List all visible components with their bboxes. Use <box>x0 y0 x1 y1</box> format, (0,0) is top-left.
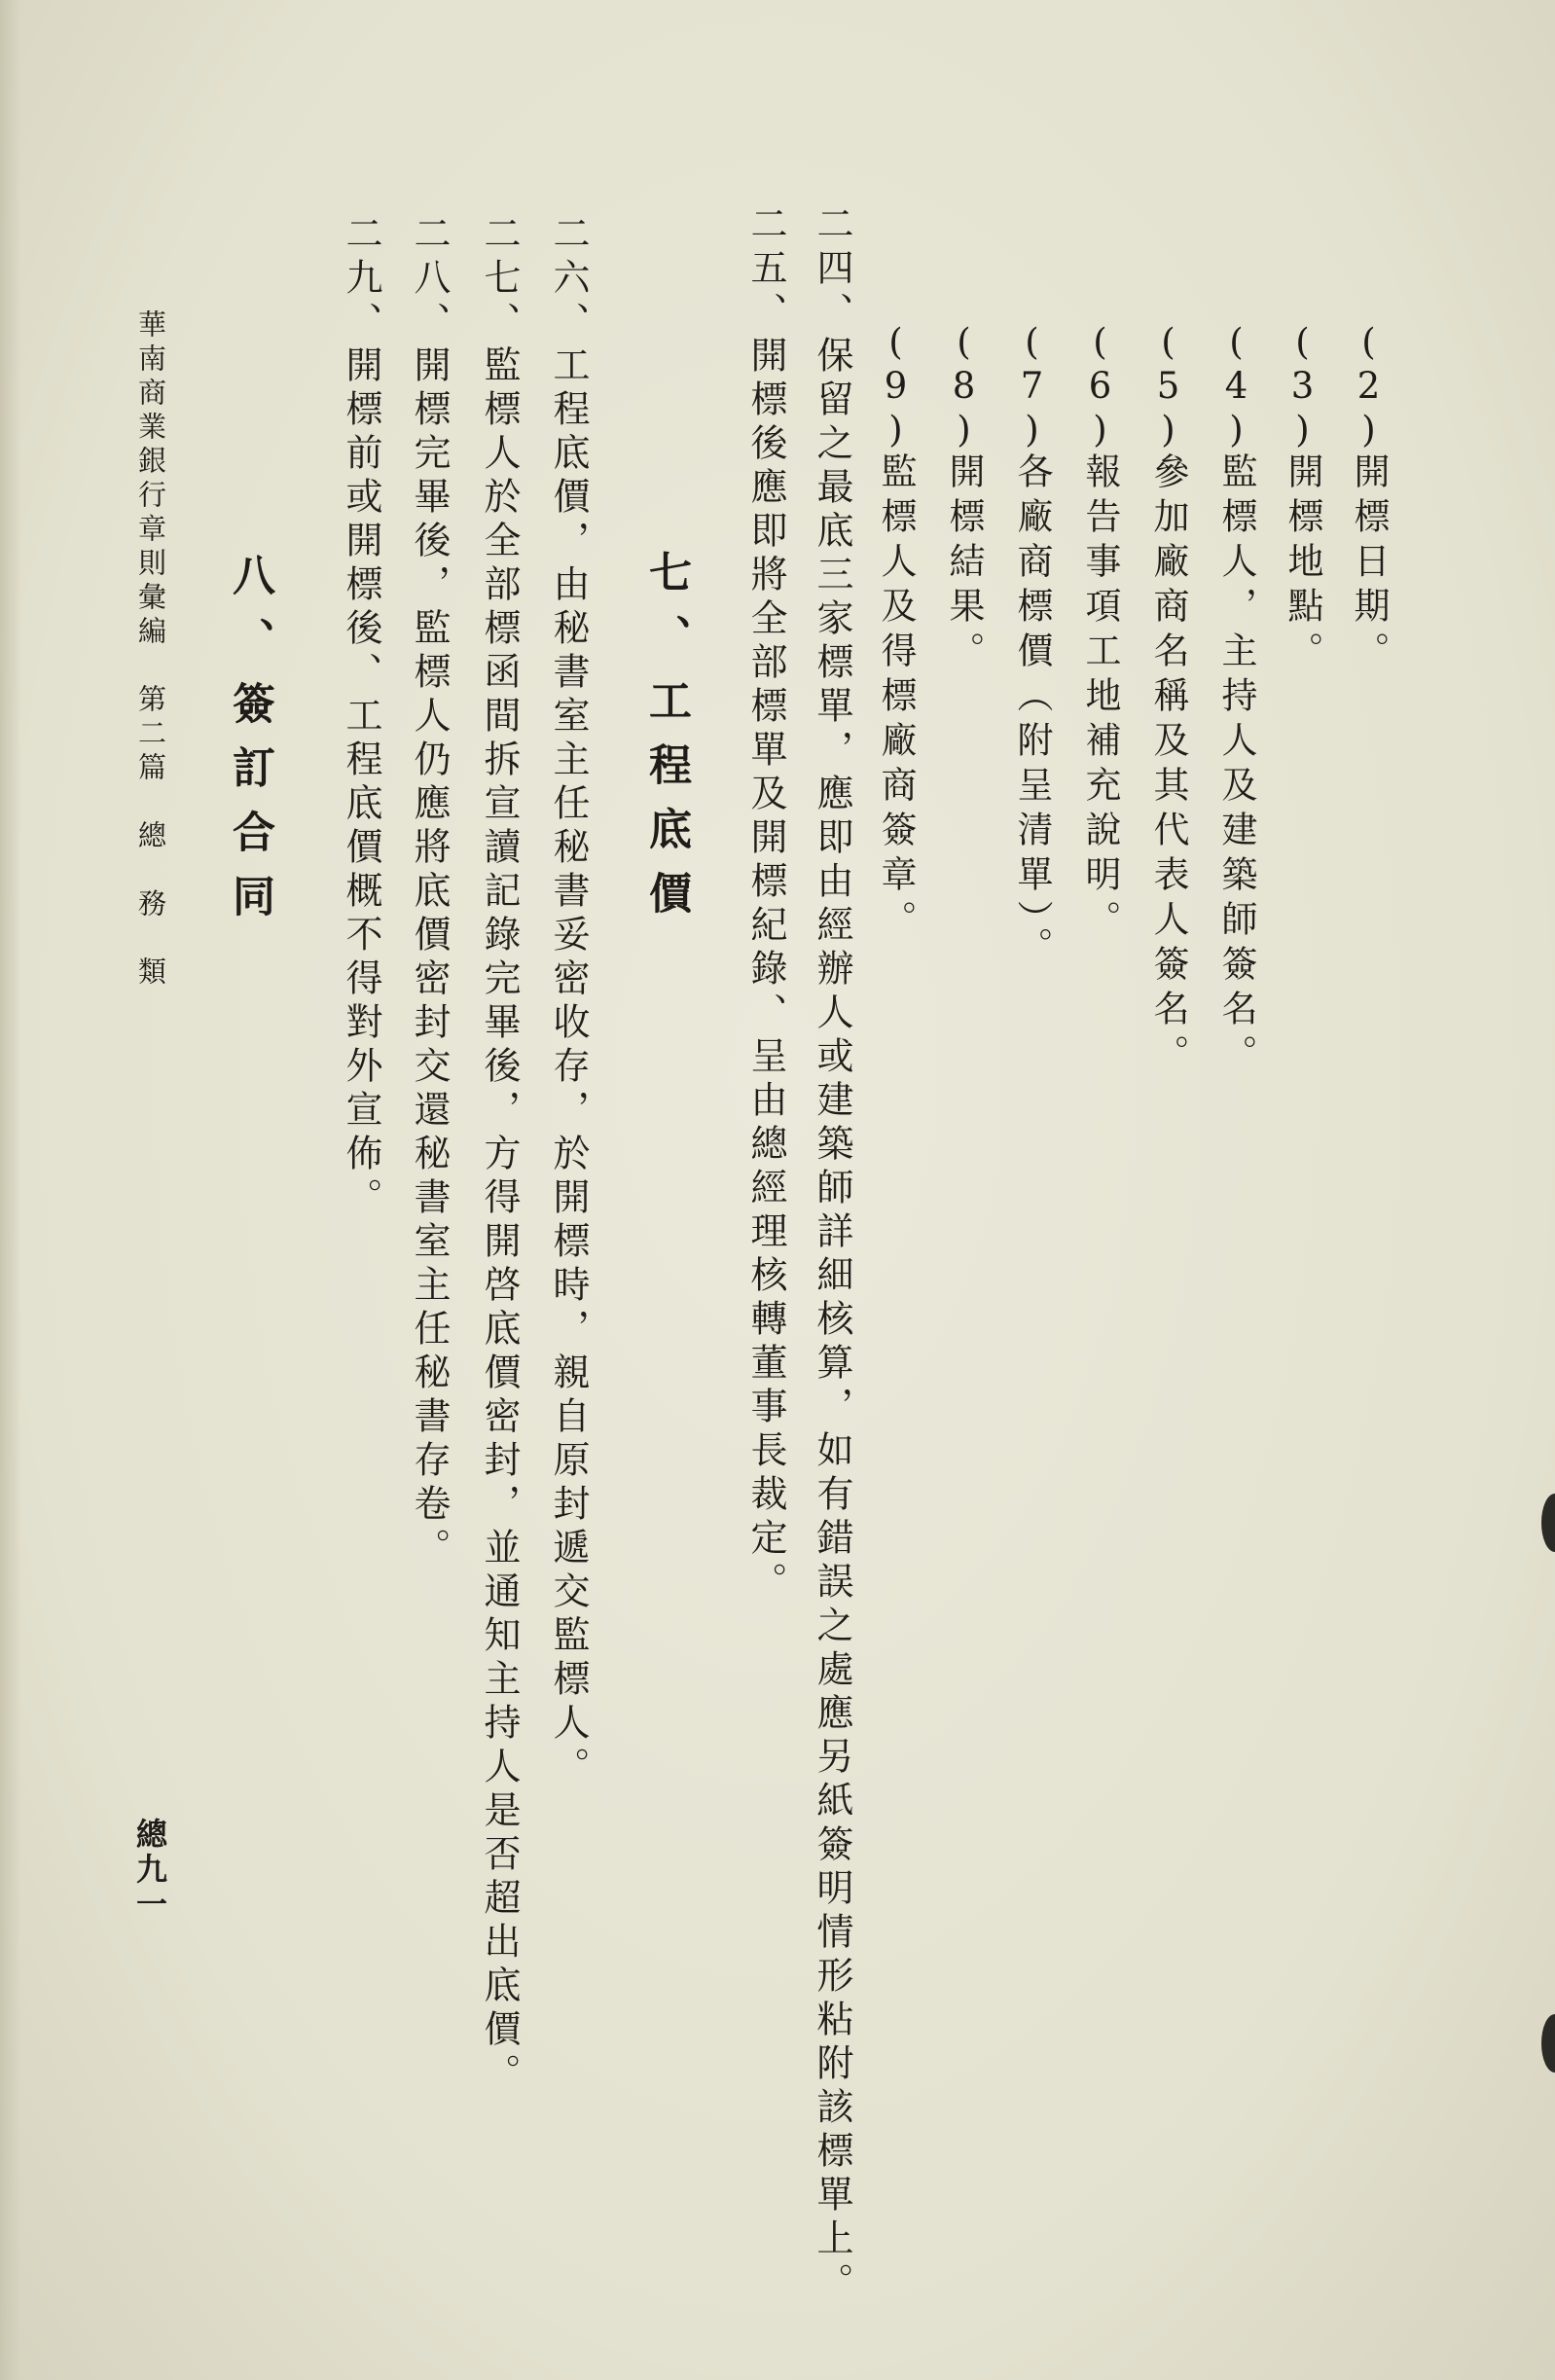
list-item-3: (3)開標地點。 <box>1282 321 1323 676</box>
article-26: 二六、工程底價，由秘書室主任秘書妥密收存，於開標時，親自原封遞交監標人。 <box>547 214 590 1790</box>
list-item-7: (7)各廠商標價（附呈清單）。 <box>1011 321 1053 972</box>
spine-shadow <box>0 0 21 2380</box>
list-item-2: (2)開標日期。 <box>1348 321 1390 676</box>
page-number: 總九一 <box>131 1818 168 1923</box>
list-item-8: (8)開標結果。 <box>943 321 985 676</box>
running-head: 華南商業銀行章則彙編 第二篇 總 務 類 <box>134 309 167 991</box>
section-heading-8: 八、簽訂合同 <box>225 553 274 938</box>
article-24: 二四、保留之最底三家標單，應即由經辦人或建築師詳細核算，如有錯誤之處應另紙簽明情形粘附該標單上。 <box>811 204 853 2306</box>
article-27: 二七、監標人於全部標函間拆宣讀記錄完畢後，方得開啓底價密封，並通知主持人是否超出底價。 <box>478 214 521 2097</box>
list-item-9: (9)監標人及得標廠商簽章。 <box>875 321 917 945</box>
article-28: 二八、開標完畢後，監標人仍應將底價密封交還秘書室主任秘書存卷。 <box>408 214 451 1571</box>
list-item-6: (6)報告事項工地補充說明。 <box>1079 321 1121 945</box>
list-item-5: (5)參加廠商名稱及其代表人簽名。 <box>1147 321 1189 1079</box>
article-25: 二五、開標後應即將全部標單及開標紀錄、呈由總經理核轉董事長裁定。 <box>744 204 787 1605</box>
article-29: 二九、開標前或開標後、工程底價概不得對外宣佈。 <box>340 214 382 1221</box>
list-item-4: (4)監標人，主持人及建築師簽名。 <box>1215 321 1257 1079</box>
section-heading-7: 七、工程底價 <box>641 550 691 935</box>
binding-hole <box>1541 1494 1555 1552</box>
binding-hole <box>1541 2014 1555 2073</box>
